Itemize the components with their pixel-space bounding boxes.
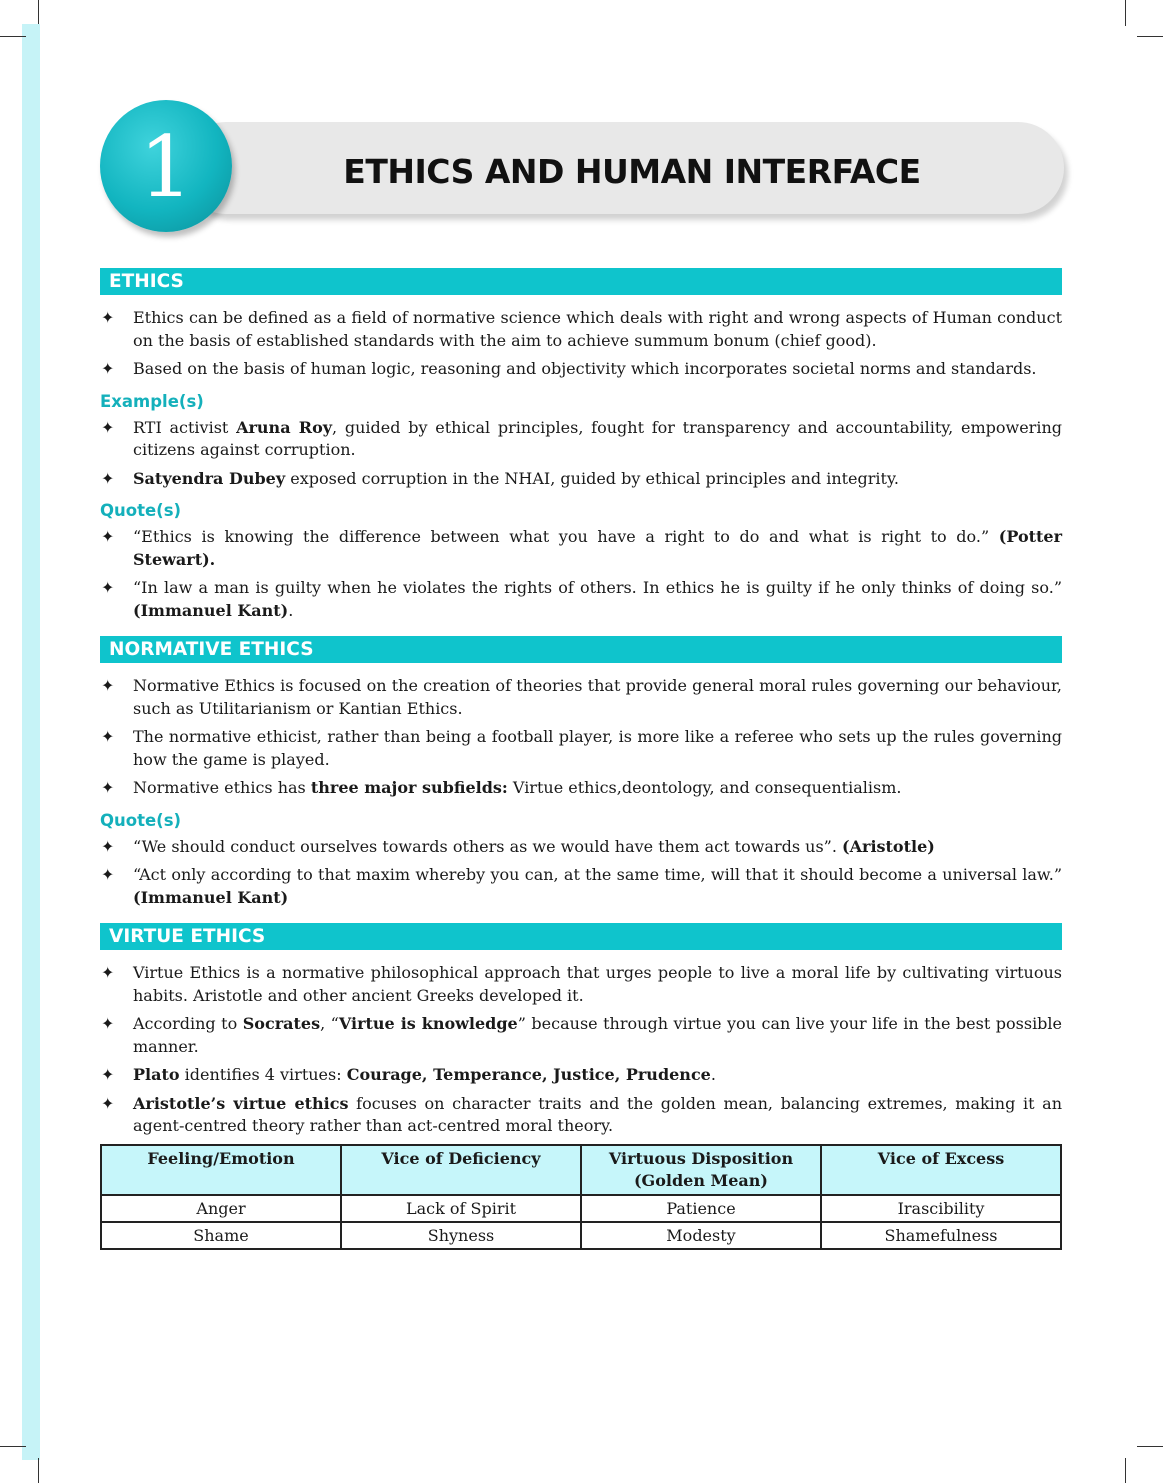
bullet-star-icon: ✦ xyxy=(101,308,115,327)
bold-text: Plato xyxy=(133,1065,180,1084)
text: Virtue Ethics is a normative philosophical approach that urges people to live a moral life by cultivating virtuous habits. Aristotle and other ancient Greeks developed it. xyxy=(133,963,1062,1005)
ethics-points xyxy=(100,307,1062,381)
text: “Act only according to that maxim whereby you can, at the same time, will that it should become a universal law.” xyxy=(133,865,1062,884)
bold-text: (Immanuel Kant) xyxy=(133,887,289,907)
bullet-star-icon: ✦ xyxy=(101,727,115,746)
bullet-star-icon: ✦ xyxy=(101,527,115,546)
text: “In law a man is guilty when he violates the rights of others. In ethics he is guilty if he only thinks of doing so.” xyxy=(133,578,1062,597)
crop-mark xyxy=(1137,1446,1163,1447)
bullet-star-icon: ✦ xyxy=(101,1065,115,1084)
text: Normative ethics has xyxy=(133,778,311,797)
bullet-star-icon: ✦ xyxy=(101,578,115,597)
text: . xyxy=(710,1065,716,1084)
list-item xyxy=(100,726,1062,771)
table-cell: Shamefulness xyxy=(821,1222,1061,1249)
bullet-star-icon: ✦ xyxy=(101,836,115,856)
bold-text: Virtue is knowledge xyxy=(338,1014,518,1033)
list-item xyxy=(100,675,1062,720)
list-item xyxy=(100,1013,1062,1058)
list-item xyxy=(100,417,1062,462)
bullet-star-icon: ✦ xyxy=(101,359,115,378)
crop-mark xyxy=(0,1446,26,1447)
bullet-star-icon: ✦ xyxy=(101,1014,115,1033)
bullet-star-icon: ✦ xyxy=(101,468,115,488)
bullet-star-icon: ✦ xyxy=(101,963,115,982)
list-item xyxy=(100,1064,1062,1087)
section-heading-ethics: ETHICS xyxy=(100,268,1062,295)
text: Based on the basis of human logic, reasoning and objectivity which incorporates societal norms and standards. xyxy=(133,359,1037,378)
crop-mark xyxy=(1125,1458,1126,1483)
normative-points xyxy=(100,675,1062,800)
sidebar-strip xyxy=(22,24,40,1460)
text: exposed corruption in the NHAI, guided by ethical principles and integrity. xyxy=(285,468,899,488)
list-item xyxy=(100,358,1062,381)
table-cell: Lack of Spirit xyxy=(341,1195,581,1222)
table-cell: Shame xyxy=(101,1222,341,1249)
table-header-cell: Feeling/Emotion xyxy=(101,1145,341,1195)
crop-mark xyxy=(38,0,39,24)
text: Ethics can be defined as a field of normative science which deals with right and wrong aspects of Human conduct on the basis of established standards with the aim to achieve summum bonum (chief good). xyxy=(133,308,1062,350)
ethics-quotes xyxy=(100,526,1062,622)
chapter-number: 1 xyxy=(139,118,193,216)
chapter-title: ETHICS AND HUMAN INTERFACE xyxy=(343,152,921,191)
table-cell: Patience xyxy=(581,1195,821,1222)
bold-text: (Immanuel Kant) xyxy=(133,600,289,620)
normative-quotes xyxy=(100,836,1062,910)
text: focuses on character traits and the golden mean, balancing extremes, making it an agent-centred theory rather than act-centred moral theory. xyxy=(133,1093,1063,1135)
crop-mark xyxy=(0,36,26,37)
section-heading-virtue-ethics: VIRTUE ETHICS xyxy=(100,923,1062,950)
table-header-cell: Vice of Deficiency xyxy=(341,1145,581,1195)
bullet-star-icon: ✦ xyxy=(101,676,115,695)
text: RTI activist xyxy=(133,417,237,437)
page-content xyxy=(100,268,1062,1250)
bold-text: Aristotle’s virtue ethics xyxy=(133,1093,349,1113)
list-item xyxy=(100,307,1062,352)
bold-text: Aruna Roy xyxy=(236,417,333,437)
bold-text: Socrates xyxy=(242,1014,321,1033)
examples-heading: Example(s) xyxy=(100,391,204,411)
quotes-heading: Quote(s) xyxy=(100,810,182,830)
crop-mark xyxy=(1137,36,1163,37)
bold-text: three major subfields: xyxy=(310,778,508,797)
virtue-points xyxy=(100,962,1062,1138)
list-item xyxy=(100,577,1062,622)
bullet-star-icon: ✦ xyxy=(101,417,115,437)
table-row xyxy=(101,1222,1061,1249)
table-cell: Irascibility xyxy=(821,1195,1061,1222)
virtue-table xyxy=(100,1144,1062,1250)
text: ” because through virtue you can live your life in the best possible manner. xyxy=(133,1014,1063,1056)
table-cell: Modesty xyxy=(581,1222,821,1249)
bold-text: Satyendra Dubey xyxy=(133,468,286,488)
text: “Ethics is knowing the difference between what you have a right to do and what is right to do.” xyxy=(133,527,999,546)
table-header-row xyxy=(101,1145,1061,1195)
table-header-cell: Virtuous Disposition (Golden Mean) xyxy=(581,1145,821,1195)
bullet-star-icon: ✦ xyxy=(101,1093,115,1113)
table-cell: Shyness xyxy=(341,1222,581,1249)
text: , guided by ethical principles, fought for transparency and accountability, empowering citizens against corruption. xyxy=(133,417,1062,459)
text: , “ xyxy=(320,1014,339,1033)
text: According to xyxy=(133,1014,243,1033)
table-header-cell: Vice of Excess xyxy=(821,1145,1061,1195)
crop-mark xyxy=(1125,0,1126,26)
bold-text: Courage, Temperance, Justice, Prudence xyxy=(346,1065,711,1084)
list-item xyxy=(100,526,1062,571)
list-item xyxy=(100,836,1062,859)
quotes-heading: Quote(s) xyxy=(100,501,182,520)
table-row xyxy=(101,1195,1061,1222)
list-item xyxy=(100,864,1062,909)
text: identifies 4 virtues: xyxy=(179,1065,347,1084)
bullet-star-icon: ✦ xyxy=(101,778,115,797)
list-item xyxy=(100,962,1062,1007)
text: . xyxy=(288,600,294,620)
text: “We should conduct ourselves towards others as we would have them act towards us”. xyxy=(133,836,843,856)
section-heading-normative-ethics: NORMATIVE ETHICS xyxy=(100,636,1062,663)
text: The normative ethicist, rather than being a football player, is more like a referee who sets up the rules governing how the game is played. xyxy=(133,727,1062,769)
bold-text: (Aristotle) xyxy=(842,836,935,856)
crop-mark xyxy=(38,1458,39,1483)
bullet-star-icon: ✦ xyxy=(101,865,115,884)
text: Normative Ethics is focused on the creation of theories that provide general moral rules governing our behaviour, such as Utilitarianism or Kantian Ethics. xyxy=(133,676,1062,718)
text: Virtue ethics,deontology, and consequentialism. xyxy=(507,778,902,797)
list-item xyxy=(100,777,1062,800)
list-item xyxy=(100,468,1062,491)
bold-text: (Potter Stewart). xyxy=(133,527,1062,569)
table-cell: Anger xyxy=(101,1195,341,1222)
list-item xyxy=(100,1093,1062,1138)
ethics-examples xyxy=(100,417,1062,491)
